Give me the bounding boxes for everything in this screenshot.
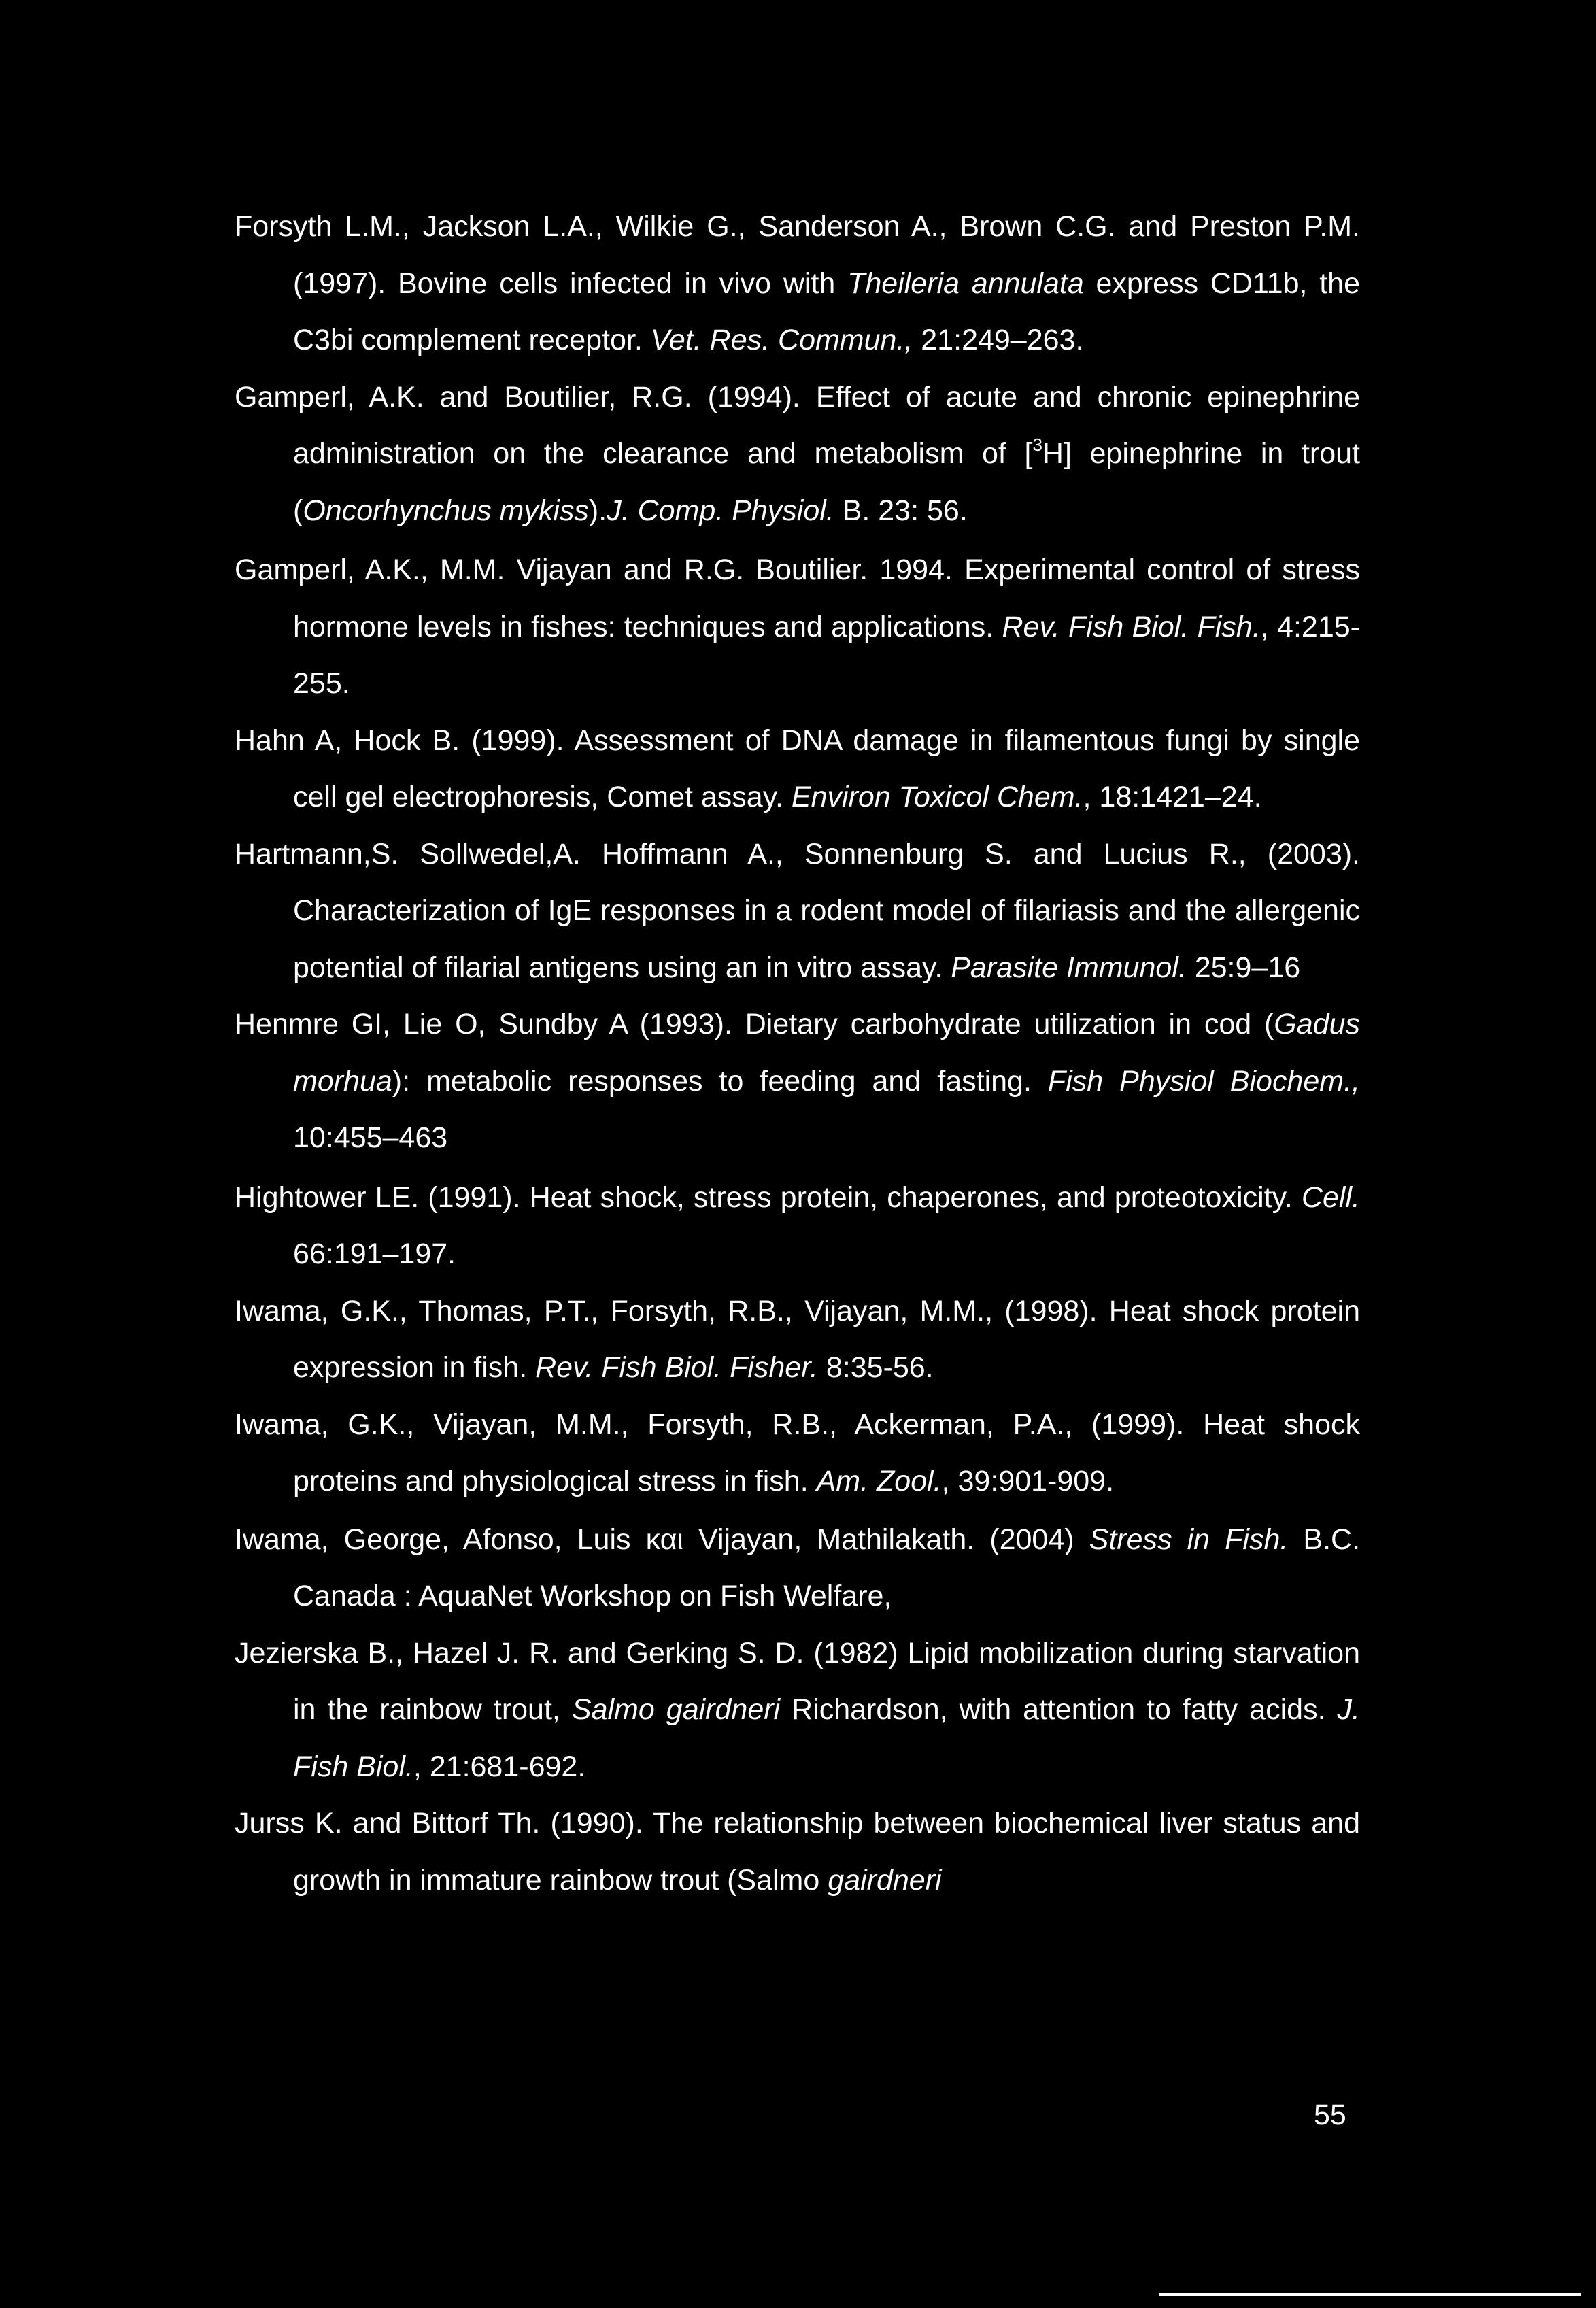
- reference-entry: [235, 1283, 1360, 1397]
- reference-italic-text: Am. Zool.: [816, 1465, 942, 1497]
- reference-list: [235, 199, 1360, 1909]
- reference-entry: [235, 542, 1360, 713]
- reference-text: Richardson, with attention to fatty acids.: [780, 1693, 1338, 1726]
- reference-text: express CD11b, the C3bi complement receptor.: [293, 267, 1360, 356]
- reference-italic-text: Gadus morhua: [293, 1008, 1360, 1098]
- reference-text: Gamperl, A.K., M.M. Vijayan and R.G. Boutilier. 1994. Experimental control of stress hormone levels in fishes: techniques and applications.: [235, 554, 1360, 643]
- reference-text: Iwama, G.K., Thomas, P.T., Forsyth, R.B., Vijayan, M.M., (1998). Heat shock protein expression in fish.: [235, 1294, 1360, 1384]
- reference-text: 21:249–263.: [913, 324, 1084, 356]
- reference-entry: [235, 1397, 1360, 1510]
- reference-entry: [235, 826, 1360, 997]
- footer-rule: [1159, 2293, 1581, 2296]
- reference-entry: [235, 713, 1360, 826]
- reference-text: ): metabolic responses to feeding and fasting.: [392, 1064, 1048, 1098]
- reference-italic-text: Theileria annulata: [847, 267, 1084, 300]
- reference-text: Iwama, George, Afonso, Luis και Vijayan, Mathilakath. (2004): [235, 1523, 1089, 1556]
- reference-entry: [235, 1795, 1360, 1909]
- reference-text: Iwama, G.K., Vijayan, M.M., Forsyth, R.B., Ackerman, P.A., (1999). Heat shock proteins and physiological stress in fish.: [235, 1408, 1360, 1497]
- reference-italic-text: J. Comp. Physiol.: [607, 494, 834, 527]
- reference-italic-text: Oncorhynchus mykiss: [303, 494, 589, 527]
- reference-text: B. 23: 56.: [834, 494, 968, 527]
- page-number: 55: [1314, 2099, 1346, 2131]
- reference-text: 66:191–197.: [293, 1238, 456, 1270]
- reference-text: 10:455–463: [293, 1121, 448, 1154]
- reference-italic-text: Stress in Fish.: [1089, 1523, 1289, 1556]
- reference-text: Henmre GI, Lie O, Sundby A (1993). Dietary carbohydrate utilization in cod (: [235, 1008, 1274, 1040]
- reference-text: , 4:215-255.: [293, 610, 1360, 700]
- reference-text: Jurss K. and Bittorf Th. (1990). The relationship between biochemical liver status and growth in immature rainbow trout (Salmo: [235, 1807, 1360, 1897]
- reference-superscript: 3: [1032, 435, 1042, 455]
- reference-italic-text: Environ Toxicol Chem.: [791, 781, 1083, 813]
- reference-text: 8:35-56.: [817, 1351, 934, 1384]
- reference-text: Gamperl, A.K. and Boutilier, R.G. (1994). Effect of acute and chronic epinephrine administration on the clearance and metabolism of [: [235, 380, 1360, 470]
- reference-text: ).: [588, 494, 607, 527]
- reference-text: Forsyth L.M., Jackson L.A., Wilkie G., Sanderson A., Brown C.G. and Preston P.M. (1997). Bovine cells infected in vivo with: [235, 210, 1360, 300]
- reference-italic-text: Fish Physiol Biochem.,: [1047, 1064, 1360, 1098]
- reference-entry: [235, 199, 1360, 369]
- reference-italic-text: Rev. Fish Biol. Fish.: [1002, 610, 1261, 643]
- reference-italic-text: Parasite Immunol.: [951, 951, 1187, 984]
- reference-entry: [235, 996, 1360, 1167]
- reference-italic-text: J. Fish Biol.: [293, 1693, 1360, 1783]
- reference-italic-text: Vet. Res. Commun.,: [650, 324, 913, 356]
- reference-text: H] epinephrine in trout (: [293, 437, 1361, 527]
- reference-italic-text: gairdneri: [828, 1863, 942, 1897]
- reference-entry: [235, 1170, 1360, 1283]
- reference-italic-text: Salmo gairdneri: [571, 1693, 781, 1726]
- reference-text: Jezierska B., Hazel J. R. and Gerking S. D. (1982) Lipid mobilization during starvation in the rainbow trout,: [235, 1636, 1360, 1726]
- reference-text: B.C. Canada : AquaNet Workshop on Fish Welfare,: [293, 1523, 1361, 1612]
- reference-text: Hahn A, Hock B. (1999). Assessment of DNA damage in filamentous fungi by single cell gel electrophoresis, Comet assay.: [235, 724, 1360, 813]
- reference-entry: [235, 369, 1360, 540]
- reference-entry: [235, 1512, 1360, 1625]
- reference-text: , 39:901-909.: [941, 1465, 1115, 1497]
- reference-text: , 18:1421–24.: [1083, 781, 1262, 813]
- reference-text: , 21:681-692.: [413, 1750, 586, 1783]
- reference-italic-text: Rev. Fish Biol. Fisher.: [535, 1351, 818, 1384]
- reference-italic-text: Cell.: [1301, 1181, 1360, 1214]
- reference-entry: [235, 1625, 1360, 1796]
- reference-text: 25:9–16: [1186, 951, 1301, 984]
- reference-text: Hartmann,S. Sollwedel,A. Hoffmann A., Sonnenburg S. and Lucius R., (2003). Characterization of IgE responses in a rodent model of filariasis and the allergenic potential of filarial antigens using an in vitro assay.: [235, 837, 1360, 984]
- reference-text: Hightower LE. (1991). Heat shock, stress protein, chaperones, and proteotoxicity.: [235, 1181, 1302, 1214]
